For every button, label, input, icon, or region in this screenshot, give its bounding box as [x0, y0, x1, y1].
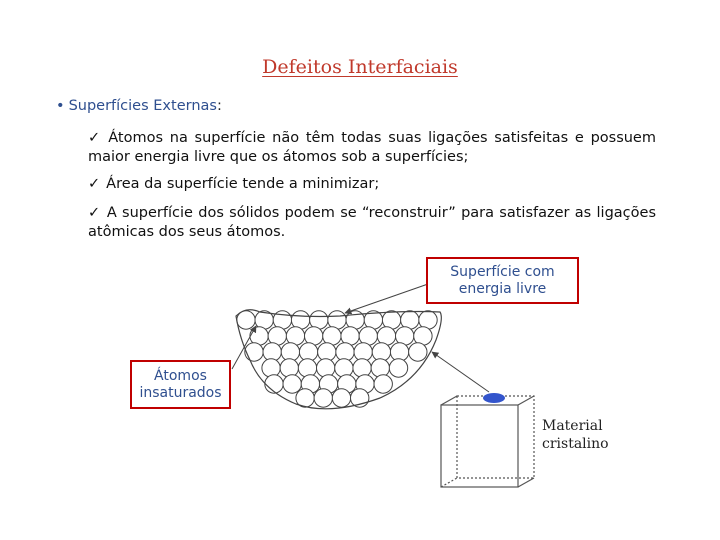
crystal-cube-icon	[441, 396, 534, 487]
bullet-icon: •	[56, 98, 65, 114]
bullet-item-text: Área da superfície tende a minimizar;	[106, 176, 380, 192]
arrow-material	[432, 352, 489, 392]
callout-surface-line1: Superfície com	[450, 264, 555, 280]
atom-circle	[371, 359, 389, 377]
material-line1: Material	[542, 418, 603, 434]
check-icon: ✓	[88, 130, 103, 146]
atom-circle	[317, 359, 335, 377]
atom-circle	[332, 389, 350, 407]
check-icon: ✓	[88, 205, 101, 221]
callout-surface-energy	[426, 257, 579, 304]
atom-circle	[353, 359, 371, 377]
atom-circle	[389, 359, 407, 377]
atom-circle	[262, 359, 280, 377]
atom-circle	[335, 359, 353, 377]
check-icon: ✓	[88, 176, 101, 192]
callout-atoms-line2: insaturados	[139, 385, 222, 401]
atom-cluster	[236, 310, 441, 409]
atom-circle	[283, 375, 301, 393]
slide-title: Defeitos Interfaciais	[262, 56, 458, 78]
atom-circle	[245, 343, 263, 361]
callout-unsaturated-atoms	[130, 360, 231, 409]
callout-atoms-line1: Átomos	[154, 368, 207, 384]
bullet-item-text: Átomos na superfície não têm todas suas ligações satisfeitas e possuem maior energia livre que os átomos sob a superfícies;	[88, 130, 656, 165]
heading-label: Superfícies Externas	[68, 98, 217, 114]
atom-circle	[314, 389, 332, 407]
atom-circle	[409, 343, 427, 361]
atom-circle	[374, 375, 392, 393]
surface-marker-icon	[483, 393, 505, 403]
bullet-item-text: A superfície dos sólidos podem se “reconstruir” para satisfazer as ligações atômicas dos seus átomos.	[88, 205, 656, 240]
material-label	[542, 417, 609, 453]
atom-circle	[280, 359, 298, 377]
callout-surface-line2: energia livre	[458, 281, 547, 297]
atom-circle	[265, 375, 283, 393]
material-line2: cristalino	[542, 436, 609, 452]
arrow-surface	[345, 284, 428, 313]
heading-colon: :	[216, 98, 222, 114]
atom-circle	[298, 359, 316, 377]
